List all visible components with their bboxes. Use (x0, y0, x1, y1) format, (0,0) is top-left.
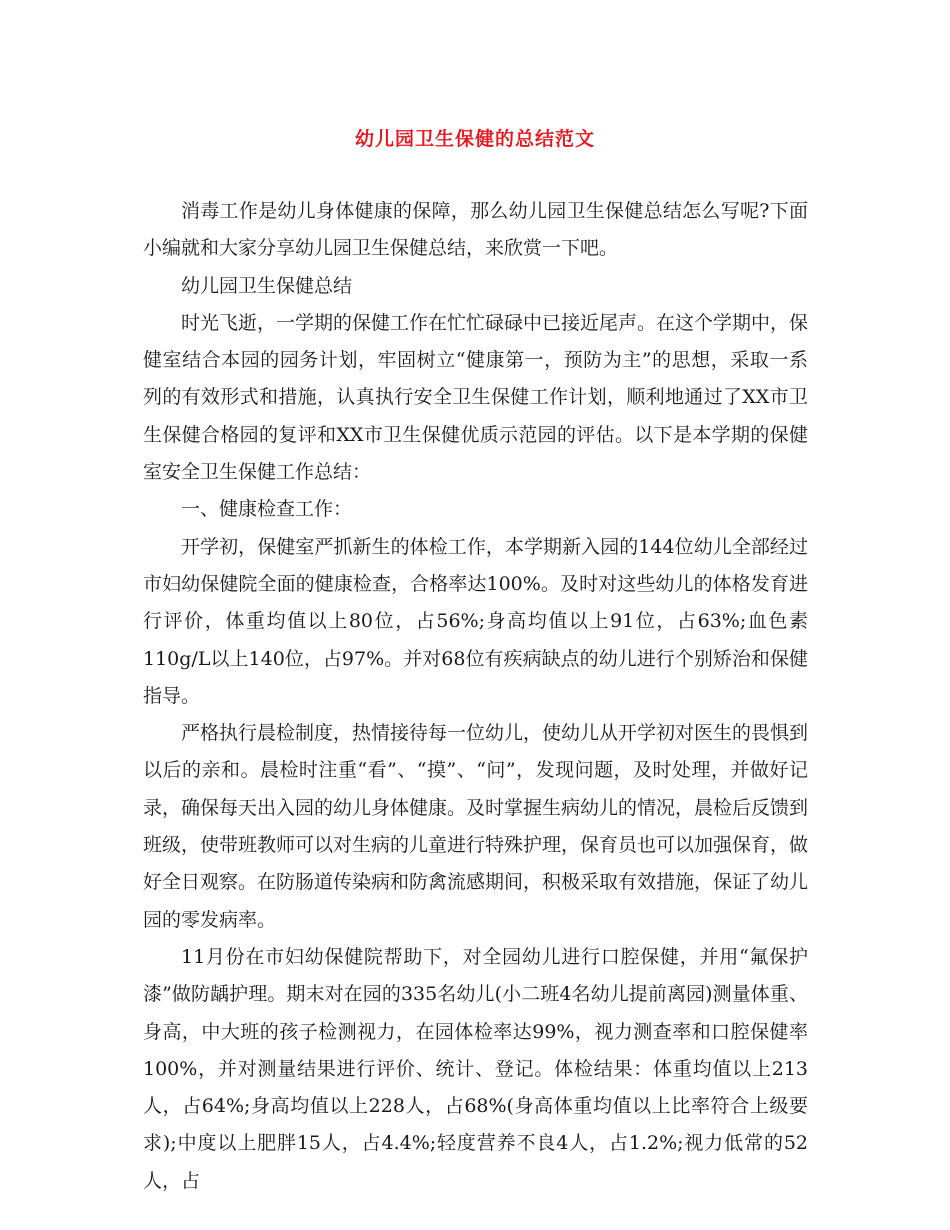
paragraph-intro: 消毒工作是幼儿身体健康的保障，那么幼儿园卫生保健总结怎么写呢?下面小编就和大家分享幼儿园卫生保健总结，来欣赏一下吧。 (143, 200, 808, 260)
document-title: 幼儿园卫生保健的总结范文 (354, 128, 595, 150)
paragraph-morning-check: 严格执行晨检制度，热情接待每一位幼儿，使幼儿从开学初对医生的畏惧到以后的亲和。晨检时注重“看”、“摸”、“问”，发现问题，及时处理，并做好记录，确保每天出入园的幼儿身体健康。及时掌握生病幼儿的情况，晨检后反馈到班级，使带班教师可以对生病的儿童进行特殊护理，保育员也可以加强保育，做好全日观察。在防肠道传染病和防禽流感期间，积极采取有效措施，保证了幼儿园的零发病率。 (143, 722, 809, 931)
section-heading-health-check: 一、健康检查工作： (181, 498, 353, 521)
paragraph-subtitle: 幼儿园卫生保健总结 (181, 274, 353, 297)
paragraph-oral-health: 11月份在市妇幼保健院帮助下，对全园幼儿进行口腔保健，并用“氟保护漆”做防龋护理。期末对在园的335名幼儿(小二班4名幼儿提前离园)测量体重、身高，中大班的孩子检测视力，在园体检率达99%，视力测查率和口腔保健率100%，并对测量结果进行评价、统计、登记。体检结果：体重均值以上213人，占64%;身高均值以上228人，占68%(身高体重均值以上比率符合上级要求);中度以上肥胖15人，占4.4%;轻度营养不良4人，占1.2%;视力低常的52人，占 (143, 945, 808, 1192)
paragraph-overview: 时光飞逝，一学期的保健工作在忙忙碌碌中已接近尾声。在这个学期中，保健室结合本园的园务计划，牢固树立“健康第一，预防为主”的思想，采取一系列的有效形式和措施，认真执行安全卫生保健工作计划，顺利地通过了XX市卫生保健合格园的复评和XX市卫生保健优质示范园的评估。以下是本学期的保健室安全卫生保健工作总结： (143, 311, 809, 484)
document-body (143, 193, 808, 1200)
paragraph-new-student-exam: 开学初，保健室严抓新生的体检工作，本学期新入园的144位幼儿全部经过市妇幼保健院全面的健康检查，合格率达100%。及时对这些幼儿的体格发育进行评价，体重均值以上80位，占56%;身高均值以上91位，占63%;血色素110g/L以上140位，占97%。并对68位有疾病缺点的幼儿进行个别矫治和保健指导。 (143, 535, 808, 707)
